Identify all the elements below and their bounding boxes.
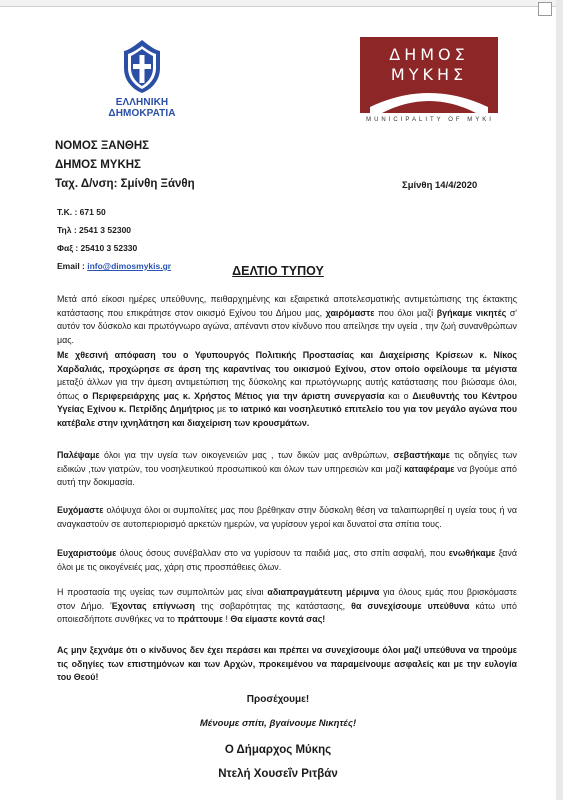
p3-text-a: όλοι για την υγεία των οικογενειών μας , των δικών μας ανθρώπων, (99, 450, 394, 460)
prefecture-heading: ΝΟΜΟΣ ΞΑΝΘΗΣ (55, 140, 150, 152)
p6-bold-4: πράττουμε (177, 614, 224, 625)
p2-bold-3: Διευθυντής του Κέντρου Υγείας Εχίνου κ. Πετρίδης Δημήτριος (57, 390, 517, 415)
p1-text-d: σ' αυτόν τον δύσκολο και πρωτόγνωρο αγώνα, απέναντι στον κίνδυνο που απείλησε την υγεία , την ζωή συνανθρώπων μας. (57, 307, 517, 345)
paragraph-3 (57, 449, 517, 490)
closing-line-2: Μένουμε σπίτι, βγαίνουμε Νικητές! (199, 718, 357, 729)
closing-line-1: Προσέχουμε! (246, 694, 310, 705)
municipality-heading: ΔΗΜΟΣ ΜΥΚΗΣ (55, 159, 141, 171)
email-link[interactable]: info@dimosmykis.gr (87, 261, 172, 271)
document-title: ΔΕΛΤΙΟ ΤΥΠΟΥ (232, 264, 324, 278)
window-corner-box[interactable] (538, 2, 552, 16)
p1-bold-1: χαιρόμαστε (325, 307, 375, 318)
greek-coat-of-arms-icon (120, 38, 164, 94)
p2-bold-1: Με χθεσινή απόφαση του ο Υφυπουργός Πολιτικής Προστασίας και Διαχείρισης Κρίσεων κ. Νίκος Χαρδαλιάς, προχώρησε σε άρση της καραντίνας του οικισμού Εχίνου, στον οποίο οφείλουμε τα μέγιστα (57, 350, 517, 374)
paragraph-6 (57, 586, 517, 627)
p6-bold-2: Έχοντας επίγνωση (110, 600, 195, 611)
signatory-name: Ντελή Χουσεΐν Ριτβάν (218, 768, 338, 780)
paragraph-5 (57, 547, 517, 574)
p2-text-a: μεταξύ άλλων για την άμεση αντιμετώπιση της δύσκολης και πρωτόγνωρης αυτής κατάστασης που βιώσαμε όλοι, όπως (57, 377, 517, 401)
p6-text-a: Η προστασία της υγείας των συμπολιτών μας είναι (57, 587, 268, 597)
document-date: Σμίνθη 14/4/2020 (402, 180, 478, 191)
paragraph-2 (57, 349, 517, 431)
p5-bold-1: Ευχαριστούμε (57, 548, 117, 558)
p5-bold-2: ενωθήκαμε (448, 548, 496, 558)
p5-text-a: όλους όσους συνέβαλλαν στο να γυρίσουν τα παιδιά μας, στο σπίτι ασφαλή, που (116, 548, 449, 558)
p2-bold-2: ο Περιφερειάρχης μας κ. Χρήστος Μέτιος για την άριστη συνεργασία (82, 390, 385, 401)
phone-number: Τηλ : 2541 3 52300 (57, 225, 132, 235)
greek-republic-logo (82, 38, 202, 119)
p2-text-c: και ο (384, 390, 413, 401)
paragraph-7: Ας μην ξεχνάμε ότι ο κίνδυνος δεν έχει περάσει και πρέπει να συνεχίσουμε όλοι μαζί υπεύθυνα να τηρούμε τις οδηγίες των επιστημόνων και των Αρχών, προκειμένου να παραμείνουμε ασφαλείς και με την ευλογία του Θεού! (57, 645, 517, 683)
viewer-top-bar (0, 0, 556, 7)
p2-bold-4: το ιατρικό και νοσηλευτικό επιτελείο του για τον μεγάλο αγώνα που κατέβαλε στην ιχνηλάτηση και διαχείριση των κρουσμάτων. (57, 404, 517, 428)
paragraph-4 (57, 504, 517, 531)
postal-code: Τ.Κ. : 671 50 (57, 207, 106, 217)
p6-text-f: ! (223, 614, 231, 625)
p4-bold-1: Ευχόμαστε (57, 505, 104, 515)
bridge-arch-icon (360, 85, 498, 115)
municipality-logo (330, 33, 530, 123)
signatory-title: Ο Δήμαρχος Μύκης (224, 744, 332, 756)
p5-text-c: ξανά όλοι με τις οικογένειές μας, χάρη στις προσπάθειες όλων. (57, 548, 517, 572)
p6-bold-5: Θα είμαστε κοντά σας! (230, 614, 326, 625)
p6-text-c: για όλους εμάς που βρισκόμαστε στον Δήμο. (57, 587, 517, 611)
p6-text-d: της σοβαρότητας της κατάστασης, (194, 600, 352, 611)
postal-address: Ταχ. Δ/νση: Σμίνθη Ξάνθη (55, 178, 195, 190)
p6-bold-3: θα συνεχίσουμε υπεύθυνα (351, 600, 470, 611)
greek-republic-caption: ΕΛΛΗΝΙΚΗ ΔΗΜΟΚΡΑΤΙΑ (108, 97, 176, 119)
municipality-logo-line1: ΔΗΜΟΣ (389, 45, 469, 64)
p3-bold-2: σεβαστήκαμε (393, 450, 450, 460)
municipality-logo-box (360, 37, 498, 113)
p3-text-d: να βγούμε από αυτή την δοκιμασία. (57, 463, 517, 488)
paragraph-1 (57, 293, 517, 347)
p3-bold-1: Παλέψαμε (57, 450, 100, 460)
p2-text-d: με (214, 404, 229, 415)
p1-text-c: που όλοι μαζί (374, 307, 437, 318)
municipality-latin-name: MUNICIPALITY OF MYKI (366, 117, 494, 123)
p6-text-e: κάτω υπό οποιεσδήποτε συνθήκες να το (57, 600, 517, 625)
p1-bold-2: βγήκαμε νικητές (436, 307, 507, 318)
email-label: Email : (57, 261, 88, 271)
p1-text-a: Μετά από είκοσι ημέρες υπεύθυνης, πειθαρχημένης και εξαιρετικά αποτελεσματικής αντιμετώπισης της έκτακτης κατάστασης που επικράτησε στον οικισμό Εχίνου του Δήμου μας, (57, 294, 517, 318)
p3-text-c: τις οδηγίες των ειδικών ,των γιατρών, του νοσηλευτικού προσωπικού και όλων των υπηρεσιών και μαζί (57, 450, 517, 474)
municipality-logo-line2: ΜΥΚΗΣ (390, 65, 468, 84)
fax-number: Φαξ : 25410 3 52330 (57, 243, 138, 253)
p6-bold-1: αδιαπραγμάτευτη μέριμνα (267, 587, 380, 597)
p4-text-a: ολόψυχα όλοι οι συμπολίτες μας που βρέθηκαν στην δύσκολη θέση να ταλαιπωρηθεί η υγεία τους ή να αναγκαστούν σε αυτοπεριορισμό αρκετών ημερών, να γυρίσουν γεροί και δυνατοί στα σπίτια τους. (57, 505, 517, 529)
p3-bold-3: καταφέραμε (404, 463, 455, 474)
